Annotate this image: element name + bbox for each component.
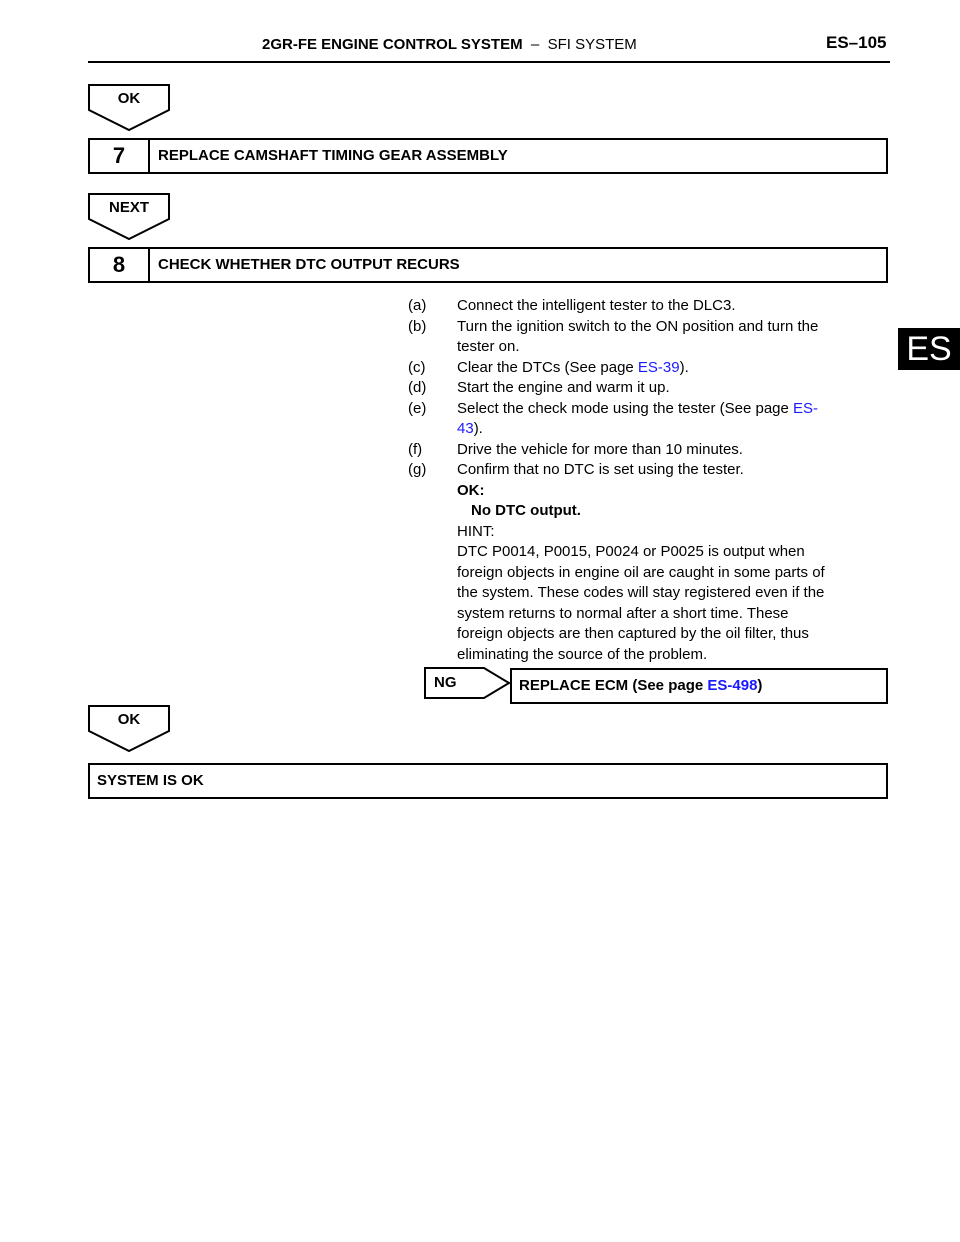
link-es-43-part1[interactable]: ES- xyxy=(793,399,819,417)
ng-flag-label: NG xyxy=(434,674,457,691)
step-8-number: 8 xyxy=(90,249,150,281)
header-title-bold: 2GR-FE ENGINE CONTROL SYSTEM xyxy=(262,36,523,53)
header-divider xyxy=(88,61,890,63)
procedure-step-f: (f) Drive the vehicle for more than 10 minutes. xyxy=(408,440,743,458)
hint-line: foreign objects in engine oil are caught in some parts of xyxy=(457,563,825,581)
next-flag-label: NEXT xyxy=(108,199,149,216)
link-es-498[interactable]: ES-498 xyxy=(707,677,758,694)
step-8-title: CHECK WHETHER DTC OUTPUT RECURS xyxy=(158,256,460,273)
ng-result-box xyxy=(510,668,888,704)
ng-result-text: REPLACE ECM (See page ES-498) xyxy=(519,677,763,694)
section-tab: ES xyxy=(898,328,960,370)
step-8-box xyxy=(88,247,888,283)
step-7-title: REPLACE CAMSHAFT TIMING GEAR ASSEMBLY xyxy=(158,147,508,164)
page-header-title xyxy=(262,36,637,53)
procedure-step-e: (e) Select the check mode using the tester (See page ES- 43). xyxy=(408,399,819,437)
ok-flag-top xyxy=(88,84,170,132)
hint-line: system returns to normal after a short time. These xyxy=(457,604,789,622)
link-es-43-part2[interactable]: 43 xyxy=(457,420,474,437)
ng-flag xyxy=(424,667,510,699)
final-result-text: SYSTEM IS OK xyxy=(97,772,204,789)
header-title-rest: – SFI SYSTEM xyxy=(522,36,637,53)
hint-line: DTC P0014, P0015, P0024 or P0025 is output when xyxy=(457,543,805,560)
hint-line: the system. These codes will stay registered even if the xyxy=(457,584,825,601)
procedure-text xyxy=(408,296,888,665)
procedure-step-c: (c) Clear the DTCs (See page ES-39). xyxy=(408,358,689,376)
procedure-step-d: (d) Start the engine and warm it up. xyxy=(408,379,670,396)
page-number: ES–105 xyxy=(826,33,887,52)
ok-flag-label: OK xyxy=(117,711,141,728)
procedure-step-a: (a) Connect the intelligent tester to the DLC3. xyxy=(408,297,736,314)
ok-criteria-label: OK: xyxy=(457,481,485,499)
step-7-number: 7 xyxy=(90,140,150,172)
procedure-step-b: (b) Turn the ignition switch to the ON position and turn the tester on. xyxy=(408,317,819,355)
ok-flag-label: OK xyxy=(117,90,141,107)
hint-line: eliminating the source of the problem. xyxy=(457,645,708,663)
ok-flag-bottom xyxy=(88,705,170,753)
procedure-step-g: (g) Confirm that no DTC is set using the tester. xyxy=(408,461,744,478)
step-7-box xyxy=(88,138,888,174)
next-flag xyxy=(88,193,170,241)
hint-line: foreign objects are then captured by the oil filter, thus xyxy=(457,625,809,642)
ok-criteria-value: No DTC output. xyxy=(471,502,581,519)
link-es-39[interactable]: ES-39 xyxy=(637,358,680,376)
hint-label: HINT: xyxy=(457,522,495,540)
final-result-box xyxy=(88,763,888,799)
